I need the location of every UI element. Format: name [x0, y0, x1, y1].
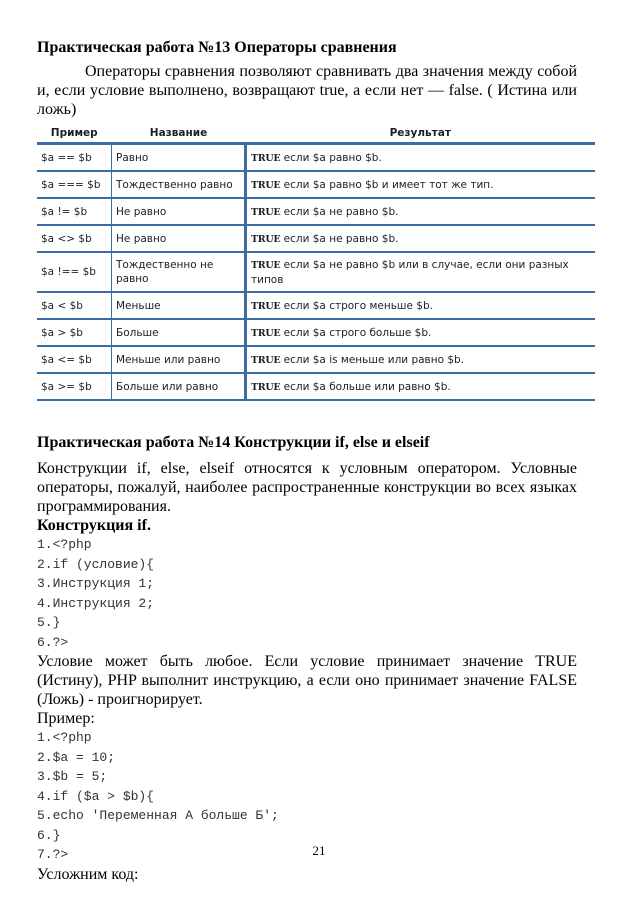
cell-result	[246, 171, 596, 198]
code-line: 6.?>	[37, 634, 69, 650]
cell-name: Не равно	[112, 225, 246, 252]
cell-example: $a > $b	[37, 319, 112, 346]
code-line: 4.if ($a > $b){	[37, 788, 155, 804]
result-text: если $a строго больше $b.	[283, 326, 432, 339]
cell-result	[246, 144, 596, 172]
cell-result	[246, 252, 596, 292]
code-line: 5.}	[37, 615, 61, 630]
true-keyword: TRUE	[251, 300, 281, 312]
code-block-syntax	[37, 535, 577, 652]
table-row	[37, 292, 595, 319]
code-line: 4.Инструкция 2;	[37, 595, 155, 611]
cell-result	[246, 198, 596, 225]
construct-if-subtitle: Конструкция if.	[37, 517, 151, 534]
example-label: Пример:	[37, 710, 95, 727]
result-text: если $a is меньше или равно $b.	[283, 353, 465, 366]
result-text: если $a не равно $b.	[283, 205, 399, 218]
table-row	[37, 346, 595, 373]
result-text: если $a не равно $b или в случае, если они разных типов	[251, 258, 569, 286]
header-example: Пример	[37, 125, 112, 144]
code-line: 5.echo 'Переменная А больше Б';	[37, 808, 279, 823]
cell-name: Тождественно равно	[112, 171, 246, 198]
cell-example: $a <= $b	[37, 346, 112, 373]
table-row	[37, 319, 595, 346]
cell-example: $a <> $b	[37, 225, 112, 252]
true-keyword: TRUE	[251, 327, 281, 339]
true-keyword: TRUE	[251, 381, 281, 393]
result-text: если $a больше или равно $b.	[283, 380, 451, 393]
true-keyword: TRUE	[251, 233, 281, 245]
condition-explanation: Условие может быть любое. Если условие принимает значение TRUE (Истину), PHP выполнит инструкцию, а если оно принимает значение FALSE (Ложь) - проигнорирует.	[37, 653, 577, 708]
header-result: Результат	[246, 125, 596, 144]
cell-result	[246, 292, 596, 319]
comparison-operators-table	[37, 125, 595, 401]
code-line: 6.}	[37, 827, 61, 843]
table-row	[37, 252, 595, 292]
code-line: 3.$b = 5;	[37, 769, 108, 784]
result-text: если $a не равно $b.	[283, 232, 399, 245]
cell-example: $a != $b	[37, 198, 112, 225]
section-14-title: Практическая работа №14 Конструкции if, else и elseif	[37, 434, 430, 451]
true-keyword: TRUE	[251, 206, 281, 218]
document-page	[37, 38, 577, 884]
cell-example: $a < $b	[37, 292, 112, 319]
cell-result	[246, 319, 596, 346]
cell-example: $a >= $b	[37, 373, 112, 400]
true-keyword: TRUE	[251, 152, 281, 164]
section-13-intro: Операторы сравнения позволяют сравнивать два значения между собой и, если условие выполнено, возвращают true, а если нет — false. ( Истина или ложь)	[37, 63, 577, 118]
code-line: 2.if (условие){	[37, 556, 155, 572]
cell-result	[246, 373, 596, 400]
section-13-title: Практическая работа №13 Операторы сравнения	[37, 39, 397, 56]
cell-name: Тождественно не равно	[112, 252, 246, 292]
code-line: 2.$a = 10;	[37, 749, 116, 765]
code-line: 3.Инструкция 1;	[37, 576, 155, 591]
cell-name: Меньше или равно	[112, 346, 246, 373]
true-keyword: TRUE	[251, 354, 281, 366]
cell-name: Меньше	[112, 292, 246, 319]
table-row	[37, 225, 595, 252]
cell-example: $a === $b	[37, 171, 112, 198]
cell-example: $a !== $b	[37, 252, 112, 292]
cell-result	[246, 225, 596, 252]
cell-result	[246, 346, 596, 373]
cell-name: Больше	[112, 319, 246, 346]
result-text: если $a равно $b и имеет тот же тип.	[283, 178, 494, 191]
comparison-table-wrapper	[37, 125, 595, 401]
cell-example: $a == $b	[37, 144, 112, 172]
result-text: если $a строго меньше $b.	[283, 299, 433, 312]
result-text: если $a равно $b.	[283, 151, 382, 164]
cell-name: Не равно	[112, 198, 246, 225]
true-keyword: TRUE	[251, 259, 281, 271]
true-keyword: TRUE	[251, 179, 281, 191]
table-row	[37, 373, 595, 400]
page-number: 21	[312, 843, 326, 858]
section-14-intro: Конструкции if, else, elseif относятся к условным оператором. Условные операторы, пожалуй, наиболее распространенные конструкции во всех языках программирования.	[37, 460, 577, 515]
header-name: Название	[112, 125, 246, 144]
code-line: 1.<?php	[37, 730, 92, 745]
code-line: 1.<?php	[37, 537, 92, 552]
closing-text: Усложним код:	[37, 865, 139, 883]
cell-name: Равно	[112, 144, 246, 172]
table-row	[37, 171, 595, 198]
table-header-row	[37, 125, 595, 144]
code-line: 7.?>	[37, 847, 69, 862]
cell-name: Больше или равно	[112, 373, 246, 400]
table-row	[37, 198, 595, 225]
table-row	[37, 144, 595, 172]
